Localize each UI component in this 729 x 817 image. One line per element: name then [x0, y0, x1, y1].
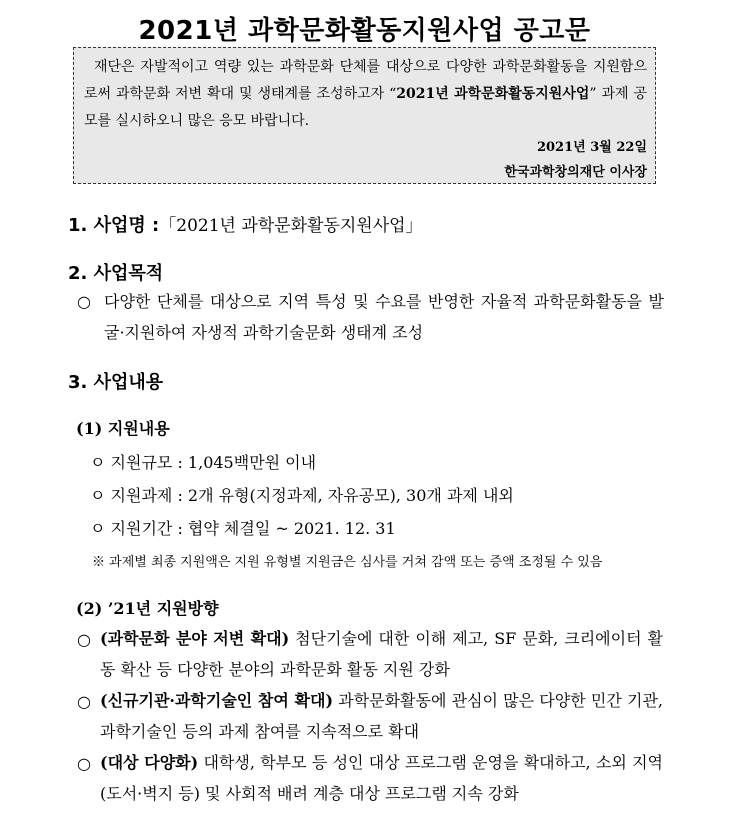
sub2-item-3: [100, 747, 663, 809]
sub2-bullet-1: ○: [77, 630, 91, 649]
sub1-item-scale: ㅇ 지원규모 : 1,045백만원 이내: [90, 453, 317, 472]
sub2-item-2-bold: (신규기관·과학기술인 참여 확대): [100, 691, 334, 710]
section2-text: 다양한 단체를 대상으로 지역 특성 및 수요를 반영한 자율적 과학문화활동을 발굴·지원하여 자생적 과학기술문화 생태계 조성: [104, 292, 664, 342]
sub2-item-1-bold: (과학문화 분야 저변 확대): [100, 629, 290, 648]
notice-body-text-end: ” 과제 공모를 실시하오니 많은 응모 바랍니다.: [84, 86, 647, 129]
section1-value: 「2021년 과학문화활동지원사업」: [159, 216, 423, 236]
sub2-bullet-2: ○: [77, 692, 91, 711]
section2-bullet: ○: [77, 292, 91, 311]
sub1-item-period: ㅇ 지원기간 : 협약 체결일 ~ 2021. 12. 31: [90, 519, 396, 538]
notice-signature: 한국과학창의재단 이사장: [504, 165, 647, 180]
page-title: 2021년 과학문화활동지원사업 공고문: [138, 16, 591, 46]
sub2-item-2: [100, 685, 663, 747]
sub2-bullet-3: ○: [77, 754, 91, 773]
sub2-item-3-bold: (대상 다양화): [100, 753, 199, 772]
sub2-heading: (2) ’21년 지원방향: [76, 599, 219, 618]
notice-body-bold: 2021년 과학문화활동지원사업: [396, 86, 590, 102]
section2-heading: 2. 사업목적: [68, 263, 164, 284]
sub1-item-tasks: ㅇ 지원과제 : 2개 유형(지정과제, 자유공모), 30개 과제 내외: [90, 486, 514, 505]
sub1-note: ※ 과제별 최종 지원액은 지원 유형별 지원금은 심사를 거쳐 감액 또는 증액 조정될 수 있음: [92, 555, 603, 570]
section3-heading: 3. 사업내용: [68, 372, 164, 393]
sub1-heading: (1) 지원내용: [76, 419, 170, 438]
sub2-item-3-text: 대학생, 학부모 등 성인 대상 프로그램 운영을 확대하고, 소외 지역(도서·벽지 등) 및 사회적 배려 계층 대상 프로그램 지속 강화: [100, 753, 663, 803]
sub2-item-2-text: 과학문화활동에 관심이 많은 다양한 민간 기관, 과학기술인 등의 과제 참여를 지속적으로 확대: [100, 691, 663, 741]
sub2-item-1-text: 첨단기술에 대한 이해 제고, SF 문화, 크리에이터 활동 확산 등 다양한 분야의 과학문화 활동 지원 강화: [100, 629, 663, 679]
section1-title: 1. 사업명 :: [68, 215, 160, 236]
notice-body: [84, 54, 647, 135]
section1-heading: [68, 211, 423, 237]
sub2-item-1: [100, 623, 663, 685]
notice-body-text: 재단은 자발적이고 역량 있는 과학문화 단체를 대상으로 다양한 과학문화활동을 지원함으로써 과학문화 저변 확대 및 생태계를 조성하고자 “: [84, 59, 647, 102]
notice-date: 2021년 3월 22일: [536, 140, 647, 155]
notice-box: [73, 47, 656, 184]
